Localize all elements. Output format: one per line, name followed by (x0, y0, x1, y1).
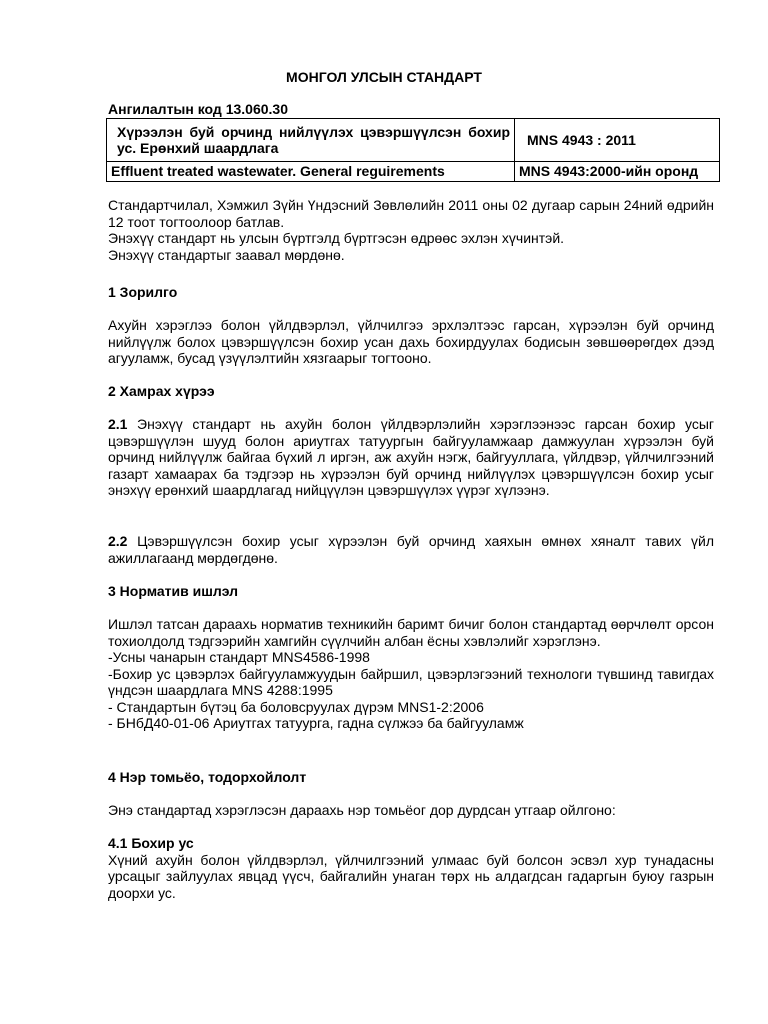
section-heading: 2 Хамрах хүрээ (108, 383, 215, 399)
clause-text: Энэхүү стандарт нь ахуйн болон үйлдвэрлэлийн хэрэглээнээс гарсан бохир усыг цэвэршүүлэн шууд болон ариутгах татуургын байгууламжаар дамжуулан хүрээлэн буй орчинд нийлүүлж байгаа бүхий л иргэн, аж ахуйн нэгж, байгууллага, үйлдвэр, үйлчилгээний газарт хамаарах ба тэдгээр нь хүрээлэн буй орчинд нийлүүлэх цэвэршүүлсэн бохир усыг энэхүү ерөнхий шаардлагад нийцүүлэн цэвэршүүлэх үүрэг хүлээнэ. (108, 416, 715, 498)
section-text: Ишлэл татсан дараахь норматив техникийн баримт бичиг болон стандартад өөрчлөлт орсон тохиолдолд тэдгээрийн хамгийн сүүлчийн албан ёсны хэвлэлийг хэрэглэнэ. (108, 616, 714, 649)
standard-replaces: MNS 4943:2000-ийн оронд (515, 162, 720, 182)
section-3-body (108, 616, 714, 732)
section-3 (108, 583, 714, 600)
standard-title-en: Effluent treated wastewater. General reguirements (107, 162, 515, 182)
section-2-1 (108, 416, 714, 499)
reference-item: - Стандартын бүтэц ба боловсруулах дүрэм MNS1-2:2006 (108, 698, 484, 715)
section-heading: 1 Зорилго (108, 284, 178, 300)
approval-line: Энэхүү стандарт нь улсын бүртгэлд бүртгэсэн өдрөөс эхлэн хүчинтэй. (108, 230, 565, 246)
table-row (107, 119, 720, 162)
clause-text: Цэвэршүүлсэн бохир усыг хүрээлэн буй орчинд хаяхын өмнөх хяналт тавих үйл ажиллагаанд мөрдөгдөнө. (108, 533, 715, 566)
section-2 (108, 383, 714, 400)
approval-block (108, 197, 714, 263)
approval-line: Энэхүү стандартыг заавал мөрдөнө. (108, 246, 345, 263)
clause-number: 2.1 (108, 416, 128, 432)
reference-item: - БНбД40-01-06 Ариутгах татуурга, гадна сүлжээ ба байгууламж (108, 715, 524, 731)
table-row (107, 162, 720, 182)
section-heading: 3 Норматив ишлэл (108, 583, 239, 599)
reference-item: -Усны чанарын стандарт MNS4586-1998 (108, 649, 370, 665)
section-heading: 4 Нэр томьёо, тодорхойлолт (108, 769, 307, 785)
section-1 (108, 284, 714, 301)
section-4-intro (108, 802, 714, 819)
section-text: Ахуйн хэрэглээ болон үйлдвэрлэл, үйлчилгээ эрхлэлтээс гарсан, хүрээлэн буй орчинд нийлүүлж болох цэвэршүүлсэн бохир усан дахь бохирдуулах бодисын зөвшөөрөгдөх дээд агууламж, бусад үзүүлэлтийн хязгаарыг тогтооно. (108, 317, 714, 366)
section-2-2 (108, 533, 714, 566)
subsection-heading: 4.1 Бохир ус (108, 835, 194, 851)
section-4-1 (108, 835, 714, 901)
section-text: Энэ стандартад хэрэглэсэн дараахь нэр томьёог дор дурдсан утгаар ойлгоно: (108, 802, 616, 818)
section-text: Хүний ахуйн болон үйлдвэрлэл, үйлчилгээний улмаас буй болсон эсвэл хур тунадасны урсацыг зайлуулах явцад үүсч, байгалийн унаган төрх нь алдагдсан гадаргын буюу газрын доорхи ус. (108, 851, 714, 901)
section-1-body (108, 317, 714, 367)
classification-code: Ангилалтын код 13.060.30 (108, 101, 288, 117)
reference-item: -Бохир ус цэвэрлэх байгууламжуудын байршил, цэвэрлэгээний технологи түвшинд тавигдах үндсэн шаардлага MNS 4288:1995 (108, 665, 714, 698)
standard-info-table (106, 118, 720, 182)
approval-line: Стандартчилал, Хэмжил Зүйн Үндэсний Зөвлөлийн 2011 оны 02 дугаар сарын 24ний өдрийн 12 тоот тогтоолоор батлав. (108, 197, 714, 230)
document-title: МОНГОЛ УЛСЫН СТАНДАРТ (286, 69, 482, 85)
section-4 (108, 769, 714, 786)
standard-title-mn: Хүрээлэн буй орчинд нийлүүлэх цэвэршүүлсэн бохир ус. Ерөнхий шаардлага (107, 119, 515, 162)
clause-number: 2.2 (108, 533, 128, 549)
standard-number: MNS 4943 : 2011 (515, 119, 720, 162)
